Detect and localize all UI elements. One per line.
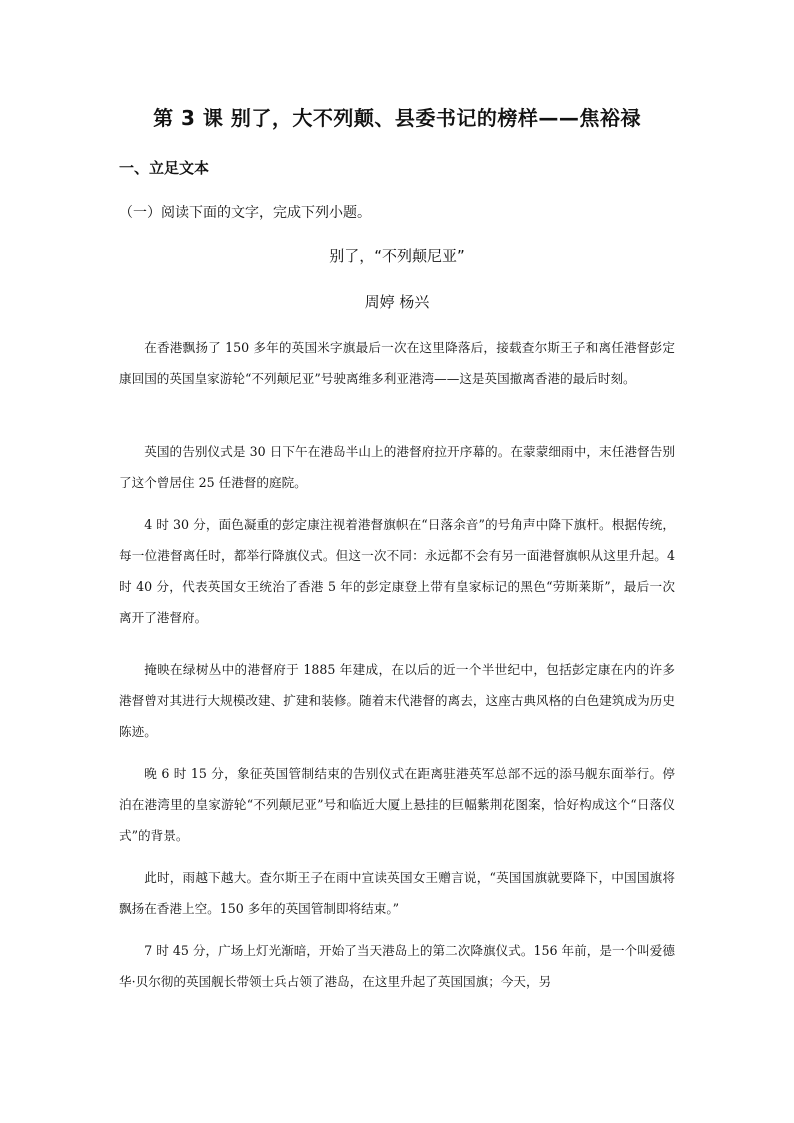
reading-instruction: （一）阅读下面的文字，完成下列小题。: [119, 205, 371, 221]
article-paragraph: 7 时 45 分，广场上灯光渐暗，开始了当天港岛上的第二次降旗仪式。156 年前，是一个叫爱德华·贝尔彻的英国舰长带领士兵占领了港岛，在这里升起了英国国旗；今天，另: [119, 943, 675, 989]
article-title: 别了，“不列颠尼亚”: [329, 247, 465, 265]
article-authors: 周婷 杨兴: [364, 293, 430, 311]
lesson-title: 第 3 课 别了，大不列颠、县委书记的榜样——焦裕禄: [153, 106, 641, 130]
article-paragraph: 此时，雨越下越大。查尔斯王子在雨中宣读英国女王赠言说，“英国国旗就要降下，中国国旗将飘扬在香港上空。150 多年的英国管制即将结束。”: [119, 870, 675, 916]
article-paragraph: 英国的告别仪式是 30 日下午在港岛半山上的港督府拉开序幕的。在蒙蒙细雨中，末任港督告别了这个曾居住 25 任港督的庭院。: [119, 444, 675, 490]
article-paragraph: 掩映在绿树丛中的港督府于 1885 年建成，在以后的近一个半世纪中，包括彭定康在内的许多港督曾对其进行大规模改建、扩建和装修。随着末代港督的离去，这座古典风格的白色建筑成为历史陈迹。: [119, 662, 675, 739]
section-heading: 一、立足文本: [119, 159, 210, 177]
article-paragraph: 4 时 30 分，面色凝重的彭定康注视着港督旗帜在“日落余音”的号角声中降下旗杆。根据传统，每一位港督离任时，都举行降旗仪式。但这一次不同：永远都不会有另一面港督旗帜从这里升起。4 时 40 分，代表英国女王统治了香港 5 年的彭定康登上带有皇家标记的黑色“劳斯莱斯”，最后一次离开了港督府。: [119, 517, 675, 625]
article-paragraph: 晚 6 时 15 分，象征英国管制结束的告别仪式在距离驻港英军总部不远的添马舰东面举行。停泊在港湾里的皇家游轮“不列颠尼亚”号和临近大厦上悬挂的巨幅紫荆花图案，恰好构成这个“日落仪式”的背景。: [119, 766, 675, 843]
article-paragraph: 在香港飘扬了 150 多年的英国米字旗最后一次在这里降落后，接载查尔斯王子和离任港督彭定康回国的英国皇家游轮“不列颠尼亚”号驶离维多利亚港湾——这是英国撤离香港的最后时刻。: [119, 340, 675, 386]
